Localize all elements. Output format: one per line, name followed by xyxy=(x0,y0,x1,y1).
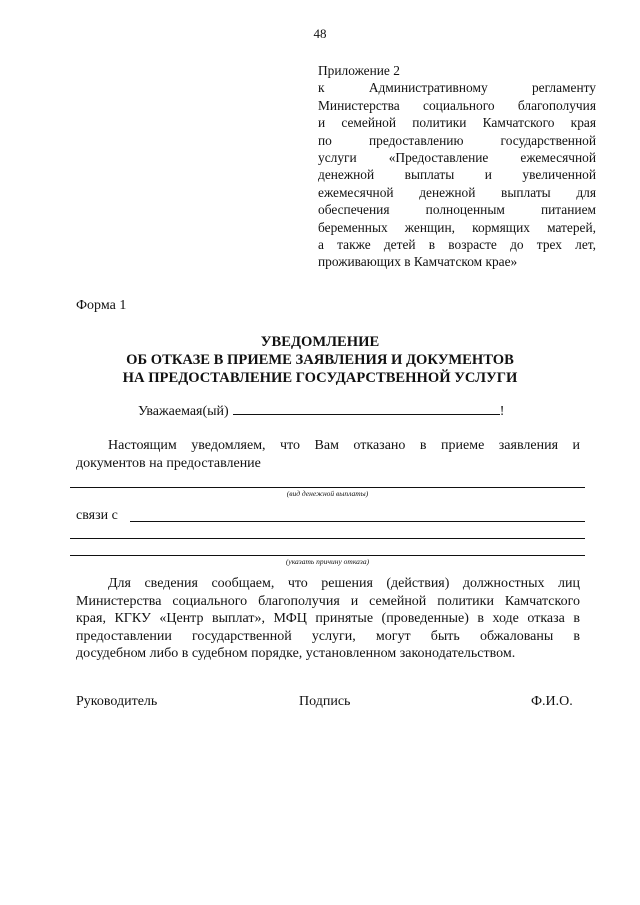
appendix-line: ежемесячной денежной выплаты для xyxy=(318,184,596,200)
appendix-line: Министерства социального благополучия xyxy=(318,97,596,113)
payment-type-blank-line xyxy=(70,487,585,488)
info-line: Для сведения сообщаем, что решения (действия) должностных лиц xyxy=(108,576,580,591)
reason-blank-line-3 xyxy=(70,555,585,556)
info-line: Министерства социального благополучия и семейной политики Камчатского xyxy=(76,593,580,609)
appendix-line: и семейной политики Камчатского края xyxy=(318,115,596,131)
appendix-line: к Административному регламенту xyxy=(318,80,596,96)
payment-type-hint: (вид денежной выплаты) xyxy=(286,489,369,498)
appendix-line: услуги «Предоставление ежемесячной xyxy=(318,150,596,166)
appendix-line: денежной выплаты и увеличенной xyxy=(318,167,596,183)
reason-blank-line-2 xyxy=(70,538,585,539)
greeting xyxy=(138,402,504,420)
reason-hint: (указать причину отказа) xyxy=(285,557,370,566)
appendix-block xyxy=(318,62,596,271)
info-line: досудебном либо в судебном порядке, установленном законодательством. xyxy=(76,646,516,662)
reason-blank-line-1 xyxy=(130,521,585,522)
notice-line: Настоящим уведомляем, что Вам отказано в приеме заявления и xyxy=(108,438,580,453)
appendix-line: беременных женщин, кормящих матерей, xyxy=(318,219,596,235)
document-title-line-1: УВЕДОМЛЕНИЕ xyxy=(260,334,380,350)
signature-sign-label: Подпись xyxy=(299,694,351,709)
appendix-line: а также детей в возрасте до трех лет, xyxy=(318,237,596,253)
appeal-info-paragraph xyxy=(76,575,580,663)
page-number: 48 xyxy=(313,26,327,41)
appendix-line: обеспечения полноценным питанием xyxy=(318,202,596,218)
document-title-line-3: НА ПРЕДОСТАВЛЕНИЕ ГОСУДАРСТВЕННОЙ УСЛУГИ xyxy=(122,370,518,386)
greeting-exclamation: ! xyxy=(499,404,505,419)
info-line: предоставлении государственной услуги, могут быть обжалованы в xyxy=(76,628,580,644)
appendix-line: проживающих в Камчатском крае» xyxy=(318,254,518,270)
signature-fio-label: Ф.И.О. xyxy=(531,694,573,709)
in-connection-label: связи с xyxy=(76,508,118,523)
appendix-line: Приложение 2 xyxy=(318,63,400,78)
document-title-line-2: ОБ ОТКАЗЕ В ПРИЕМЕ ЗАЯВЛЕНИЯ И ДОКУМЕНТОВ xyxy=(126,352,514,368)
greeting-text: Уважаемая(ый) xyxy=(138,404,229,419)
signature-head-label: Руководитель xyxy=(76,694,158,709)
appendix-line: по предоставлению государственной xyxy=(318,132,596,148)
form-label: Форма 1 xyxy=(76,298,127,313)
notice-paragraph xyxy=(76,437,580,472)
notice-line: документов на предоставление xyxy=(76,455,261,471)
recipient-name-blank xyxy=(233,402,500,415)
info-line: края, КГКУ «Центр выплат», МФЦ принятые (проведенные) в ходе отказа в xyxy=(76,611,580,627)
